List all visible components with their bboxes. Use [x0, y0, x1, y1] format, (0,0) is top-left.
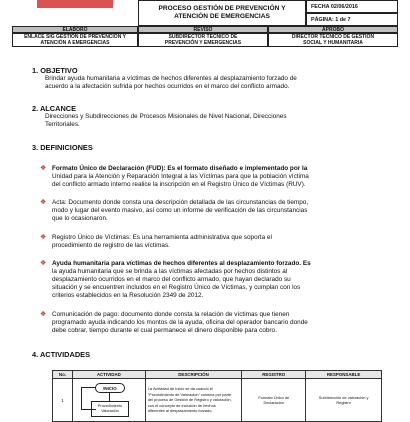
elaboro-line1: ENLACE SIG GESTIÓN DE PREVENCIÓN Y — [24, 34, 126, 40]
registro-line2: Declaración — [263, 400, 284, 405]
reviso-header — [138, 26, 268, 33]
bullet-icon: ❖ — [40, 260, 47, 267]
flow-connector — [109, 392, 110, 401]
section-definiciones-title: 3. DEFINICIONES — [32, 143, 93, 152]
flow-process-box — [91, 401, 129, 417]
table-row — [53, 379, 382, 422]
definition-acta-l2: modo y lugar del evento masivo, así como un informe de verificación de las circunstancias — [52, 207, 308, 214]
aprobo-line2: SOCIAL Y HUMANITARIA — [303, 40, 363, 46]
row1-registro — [242, 379, 306, 422]
header-title-line2: ATENCIÓN DE EMERGENCIAS — [174, 13, 270, 20]
header-page-cell — [306, 13, 398, 26]
reviso-line2: PREVENCIÓN Y EMERGENCIAS — [164, 40, 242, 46]
row1-descripcion — [145, 379, 241, 422]
definition-ayuda-l3: desplazamiento ocurridos en el marco del conflicto armado, que hayan declarado su — [52, 276, 291, 283]
flow-start-oval — [95, 383, 125, 393]
flow-box-line2: Valoración — [101, 409, 119, 413]
aprobo-header — [268, 26, 398, 33]
bullet-icon: ❖ — [40, 199, 47, 206]
flow-box-line1: Procedimiento — [97, 404, 123, 409]
definition-ruv-l2: procedimiento de registro de las víctimas. — [52, 242, 170, 249]
definition-pago-l2: programado ayuda indicando los montos de la ayuda, oficina del operador bancario donde — [52, 319, 308, 326]
alcance-line1: Direcciones y Subdirecciones de Procesos Misionales de Nivel Nacional, Direcciones — [45, 113, 287, 120]
section-actividades-title: 4. ACTIVIDADES — [32, 350, 91, 359]
definition-acta-l3: que lo ocasionaron. — [52, 215, 108, 222]
col-registro: REGISTRO — [242, 371, 306, 379]
bullet-icon: ❖ — [40, 165, 47, 172]
registro-line1: Formato Único de — [258, 394, 290, 400]
alcance-line2: Territoriales. — [45, 121, 80, 128]
col-responsable: RESPONSABLE — [306, 371, 382, 379]
header-fecha: FECHA 02/06/2016 — [311, 4, 358, 10]
flow-side-connector — [81, 387, 96, 410]
elaboro-label: ELABORÓ — [62, 26, 88, 33]
responsable-line2: Registro — [336, 400, 351, 405]
elaboro-line2: ATENCIÓN A EMERGENCIAS — [40, 40, 110, 46]
row1-no: 1 — [53, 379, 73, 422]
definition-pago-l3: debe cobrar, tiempo durante el cual permanece el dinero disponible para cobro. — [52, 327, 277, 334]
header-pagina: PÁGINA: 1 de 7 — [311, 17, 351, 23]
definition-ayuda-l2: la ayuda humanitaria que se brinda a las víctimas afectadas por hechos distintos al — [52, 268, 288, 275]
elaboro-value — [12, 33, 138, 47]
header-date-cell — [306, 0, 398, 13]
desc-line3: del proceso de Gestión de Registro y valoración, — [147, 397, 232, 403]
header-title-cell — [138, 0, 306, 26]
header-title-line1: PROCESO GESTIÓN DE PREVENCIÓN Y — [158, 5, 286, 12]
row1-responsable — [306, 379, 382, 422]
section-objetivo-title: 1. OBJETIVO — [32, 66, 78, 75]
bullet-icon: ❖ — [40, 311, 47, 318]
table-header-row — [53, 371, 382, 379]
desc-line4: con el concepto de inclusión de hechos — [147, 402, 216, 408]
aprobo-line1: DIRECTOR TÉCNICO DE GESTIÓN — [291, 34, 375, 40]
definition-ayuda-l5: criterios establecidos en la Resolución 2349 de 2012. — [52, 292, 204, 299]
reviso-label: REVISÓ — [193, 26, 213, 33]
definition-fud-l3: del conflicto armado interno realice la inscripción en el Registro Único de Víctimas (RUV). — [52, 181, 306, 188]
section-alcance-title: 2. ALCANCE — [32, 104, 77, 113]
objetivo-line1: Brindar ayuda humanitaria a víctimas de hechos diferentes al desplazamiento forzado de — [45, 75, 297, 82]
aprobo-value — [268, 33, 398, 47]
definition-acta-l1: Acta: Documento donde consta una descripción detallada de las circunstancias de tiempo, — [52, 199, 309, 206]
row1-actividad — [72, 379, 145, 422]
definition-ayuda-l1: Ayuda humanitaria para víctimas de hechos diferentes al desplazamiento forzado. Es — [52, 260, 311, 267]
desc-line5: diferentes al desplazamiento forzado, — [147, 408, 213, 414]
objetivo-line2: acuerdo a la afectación sufrida por hechos ocurridos en el marco del conflicto armado. — [45, 83, 290, 90]
flow-start-label: INICIO — [103, 385, 117, 391]
logo-fragment — [12, 0, 138, 8]
bullet-icon: ❖ — [40, 234, 47, 241]
desc-line2: "Procedimiento de Valoración" culmina por parte — [147, 391, 232, 397]
definition-ruv-l1: Registro Único de Víctimas: Es una herramienta administrativa que soporta el — [52, 234, 272, 241]
col-no: No. — [53, 371, 73, 379]
reviso-value — [138, 33, 268, 47]
definition-pago-l1: Comunicación de pago: documento donde consta la relación de víctimas que tienen — [52, 311, 290, 318]
definition-fud-l2: Unidad para la Atención y Reparación Integral a las Víctimas para que la población víctima — [52, 173, 309, 180]
aprobo-label: APROBÓ — [322, 26, 344, 33]
col-descripcion: DESCRIPCIÓN — [145, 371, 241, 379]
reviso-line1: SUBDIRECTOR TÉCNICO DE — [168, 34, 238, 40]
definition-fud-l1: Formato Único de Declaración (FUD): Es el formato diseñado e implementado por la — [52, 165, 308, 172]
desc-line1: La Actividad de Inicio se da cuando el — [147, 386, 213, 392]
col-actividad: ACTIVIDAD — [72, 371, 145, 379]
responsable-line1: Subdirección de valoración y — [318, 394, 369, 400]
definition-ayuda-l4: situación y se encuentren incluidos en el Registro Único de Víctimas, y cumplan con los — [52, 284, 301, 291]
elaboro-header — [12, 26, 138, 33]
activities-table — [52, 370, 382, 422]
